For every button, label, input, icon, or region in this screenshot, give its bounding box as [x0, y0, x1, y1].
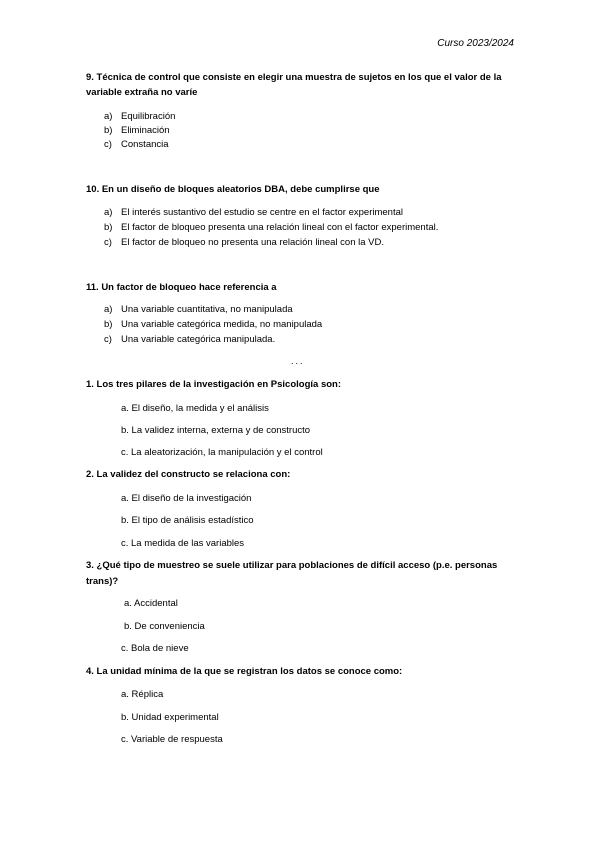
question-1-option-a: a. El diseño, la medida y el análisis [121, 403, 269, 414]
question-2-option-b: b. El tipo de análisis estadístico [121, 515, 254, 526]
question-3-option-a: a. Accidental [124, 598, 178, 609]
question-9-option-b: b) Eliminación [104, 125, 170, 136]
section-separator: ... [291, 356, 305, 366]
question-9-option-a: a) Equilibración [104, 111, 176, 122]
question-10-option-b: b) El factor de bloqueo presenta una relación lineal con el factor experimental. [104, 222, 439, 233]
question-3-title-line1: 3. ¿Qué tipo de muestreo se suele utilizar para poblaciones de difícil acceso (p.e. personas [86, 560, 498, 571]
question-11-option-b: b) Una variable categórica medida, no manipulada [104, 319, 323, 330]
question-10-option-a: a) El interés sustantivo del estudio se centre en el factor experimental [104, 207, 403, 218]
question-4-option-b: b. Unidad experimental [121, 712, 219, 723]
question-4-option-c: c. Variable de respuesta [121, 734, 223, 745]
question-2-title: 2. La validez del constructo se relaciona con: [86, 469, 291, 480]
question-4-title: 4. La unidad mínima de la que se registran los datos se conoce como: [86, 666, 403, 677]
question-11-option-c: c) Una variable categórica manipulada. [104, 334, 276, 345]
question-11-title: 11. Un factor de bloqueo hace referencia a [86, 282, 277, 293]
question-10-option-c: c) El factor de bloqueo no presenta una relación lineal con la VD. [104, 237, 385, 248]
question-1-title: 1. Los tres pilares de la investigación en Psicología son: [86, 379, 341, 390]
question-9-option-c: c) Constancia [104, 139, 169, 150]
question-11-option-a: a) Una variable cuantitativa, no manipulada [104, 304, 293, 315]
question-3-title-line2: trans)? [86, 576, 119, 587]
question-3-option-c: c. Bola de nieve [121, 643, 189, 654]
question-3-option-b: b. De conveniencia [124, 621, 205, 632]
question-9-title: 9. Técnica de control que consiste en elegir una muestra de sujetos en los que el valor de la variable extraña no varíe [86, 72, 502, 98]
question-10-title: 10. En un diseño de bloques aleatorios DBA, debe cumplirse que [86, 184, 380, 195]
question-4-option-a: a. Réplica [121, 689, 164, 700]
question-2-option-a: a. El diseño de la investigación [121, 493, 252, 504]
question-1-option-c: c. La aleatorización, la manipulación y el control [121, 447, 323, 458]
course-header: Curso 2023/2024 [437, 38, 514, 49]
question-1-option-b: b. La validez interna, externa y de constructo [121, 425, 311, 436]
question-2-option-c: c. La medida de las variables [121, 538, 245, 549]
